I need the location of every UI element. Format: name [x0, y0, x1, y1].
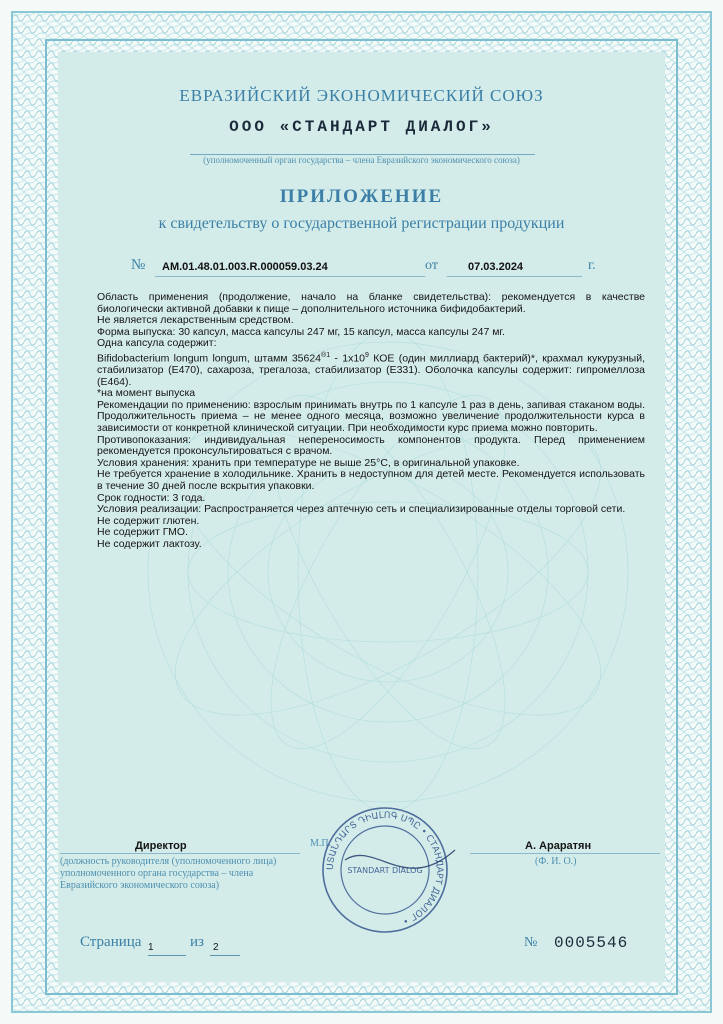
composition-heading: Одна капсула содержит:	[97, 337, 217, 350]
release-form-line: Форма выпуска: 30 капсул, масса капсулы 247 мг, 15 капсул, масса капсулы 247 мг.	[97, 325, 505, 338]
not-drug-line: Не является лекарственным средством.	[97, 314, 294, 327]
gmo-free-line: Не содержит ГМО.	[97, 526, 189, 539]
serial-label: №	[524, 935, 538, 950]
contraindications: Противопоказания: индивидуальная непереносимость компонентов продукта. Перед применением рекомендуется проконсультироваться с врачом.	[97, 433, 645, 458]
document-subtitle: к свидетельству о государственной регистрации продукции	[158, 215, 565, 232]
date-label: от	[425, 258, 438, 273]
number-underline	[155, 276, 425, 277]
composition-dose-exponent: 9	[365, 351, 369, 359]
name-underline	[470, 853, 660, 854]
registration-date: 07.03.2024	[468, 261, 524, 273]
page-number-underline	[148, 955, 186, 956]
position-underline	[60, 853, 300, 854]
organization-stamp	[305, 800, 465, 940]
stamp-center-text: STANDART DIALOG	[347, 866, 423, 875]
of-label: из	[190, 934, 204, 950]
page-label: Страница	[80, 934, 142, 950]
storage-conditions: Условия хранения: хранить при температуре не выше 25°С, в оригинальной упаковке.	[97, 456, 520, 469]
organization-name: ООО «СТАНДАРТ ДИАЛОГ»	[229, 118, 494, 136]
gluten-free-line: Не содержит глютен.	[97, 514, 200, 527]
composition-dose: - 1x10	[330, 352, 365, 365]
registration-number: AM.01.48.01.003.R.000059.03.24	[162, 261, 328, 273]
union-title: ЕВРАЗИЙСКИЙ ЭКОНОМИЧЕСКИЙ СОЮЗ	[179, 86, 544, 105]
composition-strain: Bifidobacterium longum longum, штамм 35624	[97, 352, 322, 365]
signatory-name: А. Араратян	[525, 840, 592, 852]
composition-rest: КОЕ (один миллиард бактерий)*, крахмал кукурузный, стабилизатор (E470), сахароза, трегалоза, стабилизатор (E331). Оболочка капсулы содержит: гипромеллоза (E464).	[97, 352, 645, 388]
document-body	[97, 292, 645, 551]
release-footnote: *на момент выпуска	[97, 387, 196, 400]
document-title: ПРИЛОЖЕНИЕ	[279, 186, 444, 207]
page-total: 2	[213, 942, 219, 953]
composition-paragraph	[97, 350, 645, 388]
stamp-ring-text: ՍՏԱՆԴԱՐՏ ԴԻԱԼՈԳ ՍՊԸ • СТАНДАРТ ДИАЛОГ •	[325, 810, 445, 926]
scope-paragraph: Область применения (продолжение, начало на бланке свидетельства): рекомендуется в качестве биологически активной добавки к пище – дополнительного источника бифидобактерий.	[97, 291, 645, 315]
page-number: 1	[148, 942, 154, 953]
year-suffix: г.	[588, 258, 596, 273]
storage-extra: Не требуется хранение в холодильнике. Хранить в недоступном для детей месте. Рекомендуется использовать в течение 30 дней после вскрытия упаковки.	[97, 468, 645, 492]
signatory-position: Директор	[135, 840, 187, 852]
fio-label: (Ф. И. О.)	[535, 856, 577, 867]
seal-place-label: М.П.	[310, 838, 332, 849]
position-note: (должность руководителя (уполномоченного лица) уполномоченного органа государства – члена Евразийского экономического союза)	[60, 856, 277, 891]
page-total-underline	[210, 955, 240, 956]
composition-strain-superscript: ®1	[321, 351, 331, 359]
shelf-life: Срок годности: 3 года.	[97, 491, 206, 504]
organization-note: (уполномоченный орган государства – члена Евразийского экономического союза)	[203, 155, 520, 165]
sale-conditions: Условия реализации: Распространяется через аптечную сеть и специализированные отделы торговой сети.	[97, 503, 626, 516]
number-label: №	[131, 257, 146, 273]
date-underline	[447, 276, 582, 277]
serial-number: 0005546	[554, 934, 629, 952]
lactose-free-line: Не содержит лактозу.	[97, 537, 202, 550]
usage-recommendations: Рекомендации по применению: взрослым принимать внутрь по 1 капсуле 1 раз в день, запивая стаканом воды. Продолжительность приема – не менее одного месяца, возможно увеличение продолжительности курса в зависимости от конкретной клинической ситуации. При необходимости курс приема можно повторить.	[97, 398, 645, 435]
